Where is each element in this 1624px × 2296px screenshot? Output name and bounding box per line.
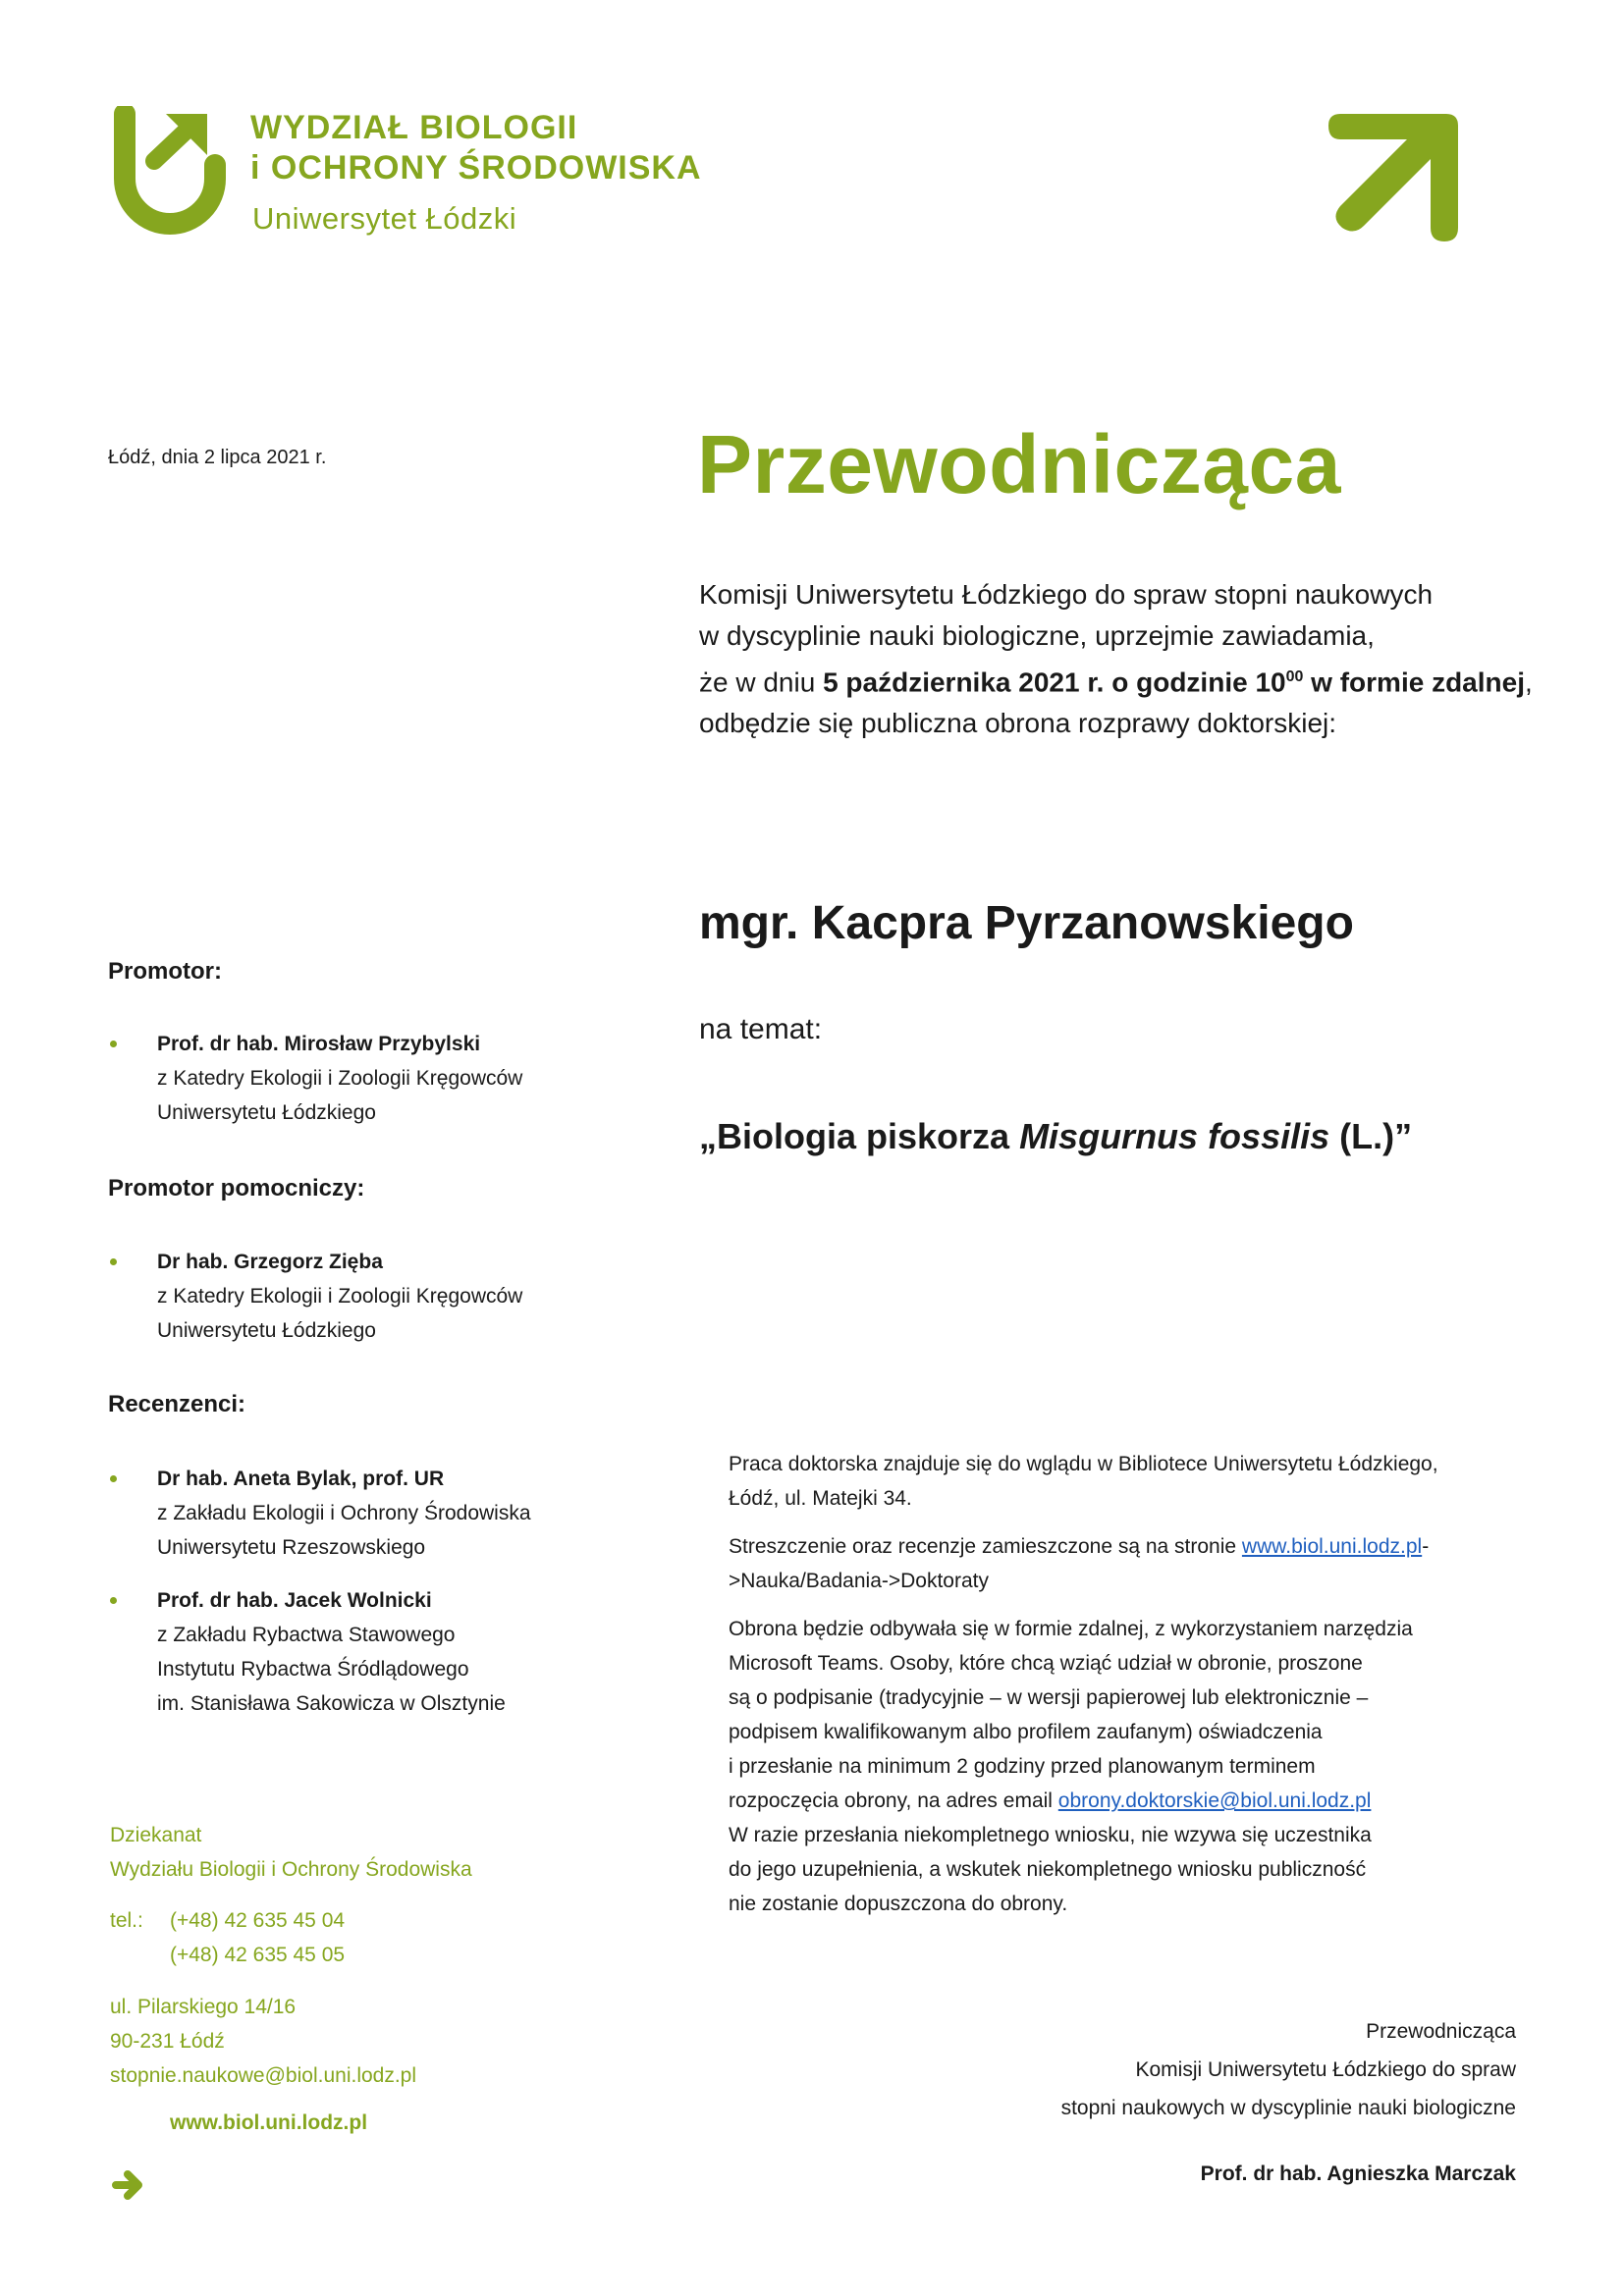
info-line: Łódź, ul. Matejki 34. <box>729 1487 912 1510</box>
promotor-heading: Promotor: <box>108 958 222 985</box>
signature-committee: stopni naukowych w dyscyplinie nauki biologiczne <box>1060 2097 1516 2119</box>
topic-species: Misgurnus fossilis <box>1019 1116 1330 1156</box>
address-street: ul. Pilarskiego 14/16 <box>110 1996 297 2018</box>
bullet-icon <box>110 1041 117 1047</box>
intro-line: w dyscyplinie nauki biologiczne, uprzejmie zawiadamia, <box>699 620 1375 651</box>
page-title: Przewodnicząca <box>697 418 1341 510</box>
candidate-name: mgr. Kacpra Pyrzanowskiego <box>699 897 1354 949</box>
intro-line: odbędzie się publiczna obrona rozprawy doktorskiej: <box>699 708 1337 739</box>
phone-label: tel.: <box>110 1909 143 1932</box>
person-name: Dr hab. Aneta Bylak, prof. UR <box>157 1468 445 1490</box>
person-affiliation: z Zakładu Rybactwa Stawowego <box>157 1624 456 1646</box>
announcement-intro <box>699 574 1624 744</box>
signature-title: Przewodnicząca <box>1366 2020 1516 2043</box>
person-affiliation: Uniwersytetu Rzeszowskiego <box>157 1536 426 1559</box>
defense-info <box>729 1447 1475 1935</box>
info-line: Microsoft Teams. Osoby, które chcą wziąć udział w obronie, proszone <box>729 1652 1363 1675</box>
defense-email-link[interactable]: obrony.doktorskie@biol.uni.lodz.pl <box>1057 1789 1372 1812</box>
info-line: Streszczenie oraz recenzje zamieszczone są na stronie <box>729 1535 1242 1558</box>
contact-email[interactable]: stopnie.naukowe@biol.uni.lodz.pl <box>110 2064 417 2087</box>
phone-block <box>110 1903 345 1972</box>
person-affiliation: im. Stanisława Sakowicza w Olsztynie <box>157 1692 506 1715</box>
reviewer-entry <box>110 1462 531 1565</box>
person-affiliation: z Katedry Ekologii i Zoologii Kręgowców <box>157 1285 523 1308</box>
info-paragraph-remote <box>729 1612 1475 1921</box>
person-name: Prof. dr hab. Mirosław Przybylski <box>157 1033 481 1055</box>
person-name: Dr hab. Grzegorz Zięba <box>157 1251 383 1273</box>
info-line: i przesłanie na minimum 2 godziny przed planowanym terminem <box>729 1755 1316 1778</box>
defense-minutes: 00 <box>1285 668 1304 685</box>
person-affiliation: Uniwersytetu Łódzkiego <box>157 1319 376 1342</box>
signatory-name: Prof. dr hab. Agnieszka Marczak <box>1200 2163 1516 2185</box>
topic-text: (L.)” <box>1329 1116 1413 1156</box>
person-affiliation: z Katedry Ekologii i Zoologii Kręgowców <box>157 1067 523 1090</box>
info-line: nie zostanie dopuszczona do obrony. <box>729 1893 1068 1915</box>
faculty-website-link[interactable]: www.biol.uni.lodz.pl <box>1241 1535 1423 1558</box>
info-line: - <box>1422 1535 1430 1558</box>
dean-office-contact <box>110 1818 472 1887</box>
arrow-up-right-icon <box>1321 96 1488 253</box>
phone-number: (+48) 42 635 45 04 <box>170 1909 346 1932</box>
signature-committee: Komisji Uniwersytetu Łódzkiego do spraw <box>1135 2058 1516 2081</box>
intro-line: Komisji Uniwersytetu Łódzkiego do spraw stopni naukowych <box>699 579 1434 610</box>
signature-block <box>1061 2012 1516 2127</box>
assistant-promotor-entry <box>110 1245 522 1348</box>
phone-number: (+48) 42 635 45 05 <box>170 1944 346 1966</box>
info-line: rozpoczęcia obrony, na adres email <box>729 1789 1058 1812</box>
promotor-entry <box>110 1027 522 1130</box>
intro-text: , <box>1525 667 1533 698</box>
info-line: Obrona będzie odbywała się w formie zdalnej, z wykorzystaniem narzędzia <box>729 1618 1413 1640</box>
faculty-name-line1: WYDZIAŁ BIOLOGII <box>250 109 578 146</box>
person-affiliation: Uniwersytetu Łódzkiego <box>157 1101 376 1124</box>
person-affiliation: z Zakładu Ekologii i Ochrony Środowiska <box>157 1502 531 1524</box>
intro-line-date <box>699 657 1624 703</box>
faculty-name-line2: i OCHRONY ŚRODOWISKA <box>250 149 702 187</box>
topic-text: „Biologia piskorza <box>699 1116 1020 1156</box>
address-block <box>110 1990 416 2093</box>
info-paragraph-summary <box>729 1529 1475 1598</box>
info-line: podpisem kwalifikowanym albo profilem zaufanym) oświadczenia <box>729 1721 1323 1743</box>
info-line: >Nauka/Badania->Doktoraty <box>729 1570 989 1592</box>
arrow-right-icon <box>108 2165 147 2205</box>
logo-mark-icon <box>111 106 229 238</box>
topic-intro: na temat: <box>699 1013 823 1045</box>
website-link[interactable]: www.biol.uni.lodz.pl <box>170 2111 368 2134</box>
reviewers-heading: Recenzenci: <box>108 1391 246 1417</box>
defense-form: w formie zdalnej <box>1303 667 1525 698</box>
person-name: Prof. dr hab. Jacek Wolnicki <box>157 1589 432 1612</box>
defense-date: 5 października 2021 r. o godzinie 10 <box>823 667 1286 698</box>
info-line: Praca doktorska znajduje się do wglądu w Bibliotece Uniwersytetu Łódzkiego, <box>729 1453 1438 1475</box>
dissertation-topic <box>699 1116 1412 1157</box>
bullet-icon <box>110 1597 117 1604</box>
document-date: Łódź, dnia 2 lipca 2021 r. <box>108 447 327 468</box>
bullet-icon <box>110 1475 117 1482</box>
reviewer-entry <box>110 1583 506 1721</box>
info-line: do jego uzupełnienia, a wskutek niekompletnego wniosku publiczność <box>729 1858 1367 1881</box>
intro-text: że w dniu <box>699 667 824 698</box>
university-name: Uniwersytet Łódzki <box>252 201 517 236</box>
bullet-icon <box>110 1258 117 1265</box>
info-line: W razie przesłania niekompletnego wniosku, nie wzywa się uczestnika <box>729 1824 1372 1846</box>
person-affiliation: Instytutu Rybactwa Śródlądowego <box>157 1658 469 1681</box>
office-name: Dziekanat <box>110 1824 202 1846</box>
office-name: Wydziału Biologii i Ochrony Środowiska <box>110 1858 472 1881</box>
assistant-promotor-heading: Promotor pomocniczy: <box>108 1175 365 1201</box>
faculty-logo <box>111 106 229 238</box>
address-city: 90-231 Łódź <box>110 2030 225 2053</box>
info-paragraph-library <box>729 1447 1475 1516</box>
info-line: są o podpisanie (tradycyjnie – w wersji papierowej lub elektronicznie – <box>729 1686 1369 1709</box>
